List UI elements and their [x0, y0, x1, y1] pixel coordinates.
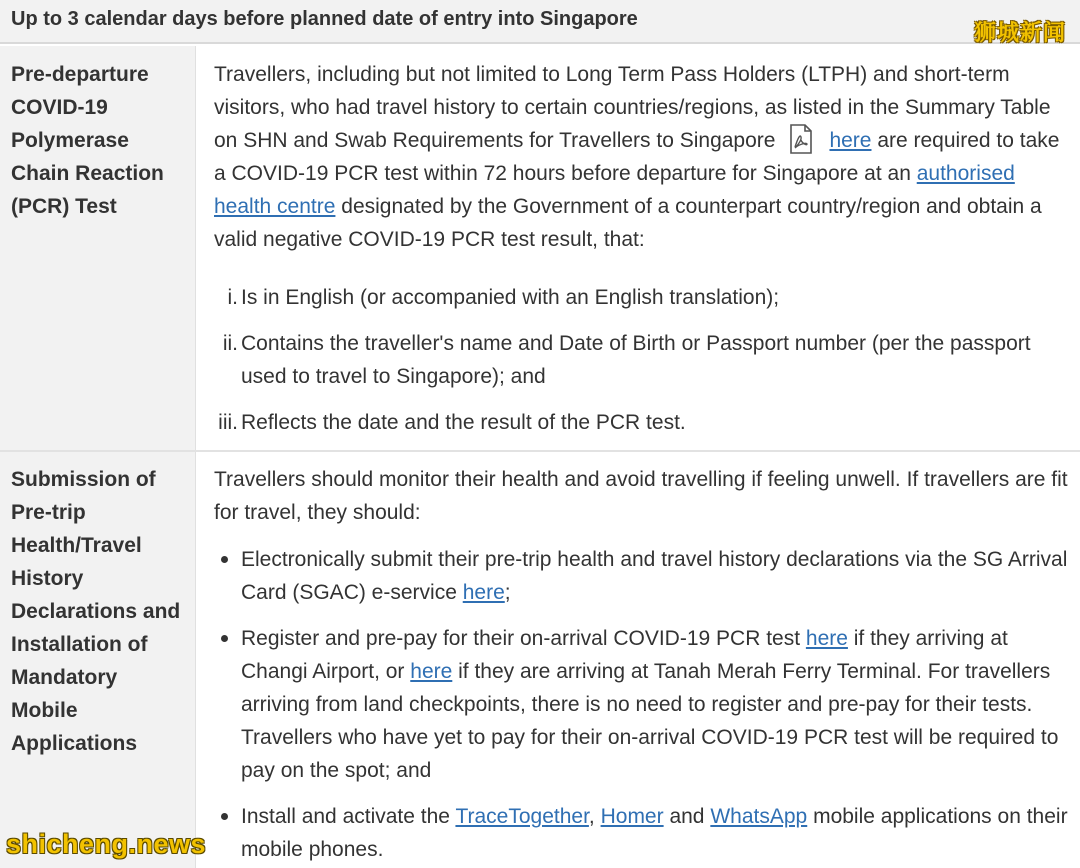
row1-label-line: (PCR) Test — [11, 195, 117, 218]
header-title: Up to 3 calendar days before planned date of entry into Singapore — [11, 8, 638, 30]
row2-label-line: Health/Travel — [11, 534, 142, 557]
watermark-top: 狮城新闻 — [973, 20, 1066, 45]
table-header — [0, 0, 1080, 44]
row2-label-line: Installation of — [11, 633, 148, 656]
row1-label — [11, 58, 186, 223]
whatsapp-link[interactable]: WhatsApp — [710, 805, 808, 828]
row2-label-line: Declarations and — [11, 600, 181, 623]
tracetogether-link[interactable]: TraceTogether — [455, 805, 589, 828]
row1-label-cell — [0, 46, 196, 450]
row2-intro: Travellers should monitor their health and avoid travelling if feeling unwell. If travellers are fit for travel, they should: — [214, 468, 1068, 524]
row2-label-line: History — [11, 567, 84, 590]
list-item-text: Contains the traveller's name and Date of Birth or Passport number (per the passport used to travel to Singapore); and — [241, 332, 1031, 388]
row2-label-line: Mandatory — [11, 666, 118, 689]
tanah-merah-registration-link[interactable]: here — [410, 660, 453, 683]
bullet-dot — [221, 813, 228, 820]
row1-label-line: Pre-departure — [11, 63, 149, 86]
bullet-dot — [221, 556, 228, 563]
list-item-number: ii. — [222, 332, 238, 355]
list-item-text: Is in English (or accompanied with an English translation); — [241, 286, 780, 309]
row2-label-line: Pre-trip — [11, 501, 86, 524]
row1-label-line: Polymerase — [11, 129, 129, 152]
sgac-link[interactable]: here — [462, 581, 505, 604]
row2-label-line: Applications — [11, 732, 138, 755]
row1-label-line: COVID-19 — [11, 96, 108, 119]
row2-label — [11, 463, 186, 760]
bullet-item: Register and pre-pay for their on-arrival COVID-19 PCR test here if they arriving at Changi Airport, or here if they are arriving at Tanah Merah Ferry Terminal. For travellers arriving from land checkpoints, there is no need to register and pre-pay for their tests. Travellers who have yet to pay for their on-arrival COVID-19 PCR test will be required to pay on the spot; and — [241, 622, 1076, 787]
authorised-health-centre-link[interactable]: authorised health centre — [214, 162, 1015, 218]
bullet-dot — [221, 635, 228, 642]
bullet-item: Electronically submit their pre-trip health and travel history declarations via the SG Arrival Card (SGAC) e-service here; — [241, 543, 1076, 609]
list-item-text: Reflects the date and the result of the PCR test. — [241, 411, 686, 434]
pdf-file-icon[interactable] — [789, 124, 813, 154]
row2-label-line: Mobile — [11, 699, 78, 722]
watermark-bottom: shicheng.news — [6, 829, 207, 859]
list-item-number: i. — [227, 286, 238, 309]
bullet-item: Install and activate the TraceTogether, Homer and WhatsApp mobile applications on their mobile phones. — [241, 800, 1076, 866]
row1-paragraph: Travellers, including but not limited to Long Term Pass Holders (LTPH) and short-term visitors, who had travel history to certain countries/regions, as listed in the Summary Table on SHN and Swab Requirements for Travellers to Singapore here are required to take a COVID-19 PCR test within 72 hours before departure for Singapore at an authorised health centre designated by the Government of a counterpart country/region and obtain a valid negative COVID-19 PCR test result, that: — [214, 63, 1060, 251]
row2-label-line: Submission of — [11, 468, 156, 491]
summary-table-link[interactable]: here — [829, 129, 872, 152]
changi-registration-link[interactable]: here — [805, 627, 848, 650]
homer-link[interactable]: Homer — [600, 805, 664, 828]
row2-label-cell — [0, 452, 196, 868]
row1-label-line: Chain Reaction — [11, 162, 164, 185]
list-item-number: iii. — [218, 411, 238, 434]
